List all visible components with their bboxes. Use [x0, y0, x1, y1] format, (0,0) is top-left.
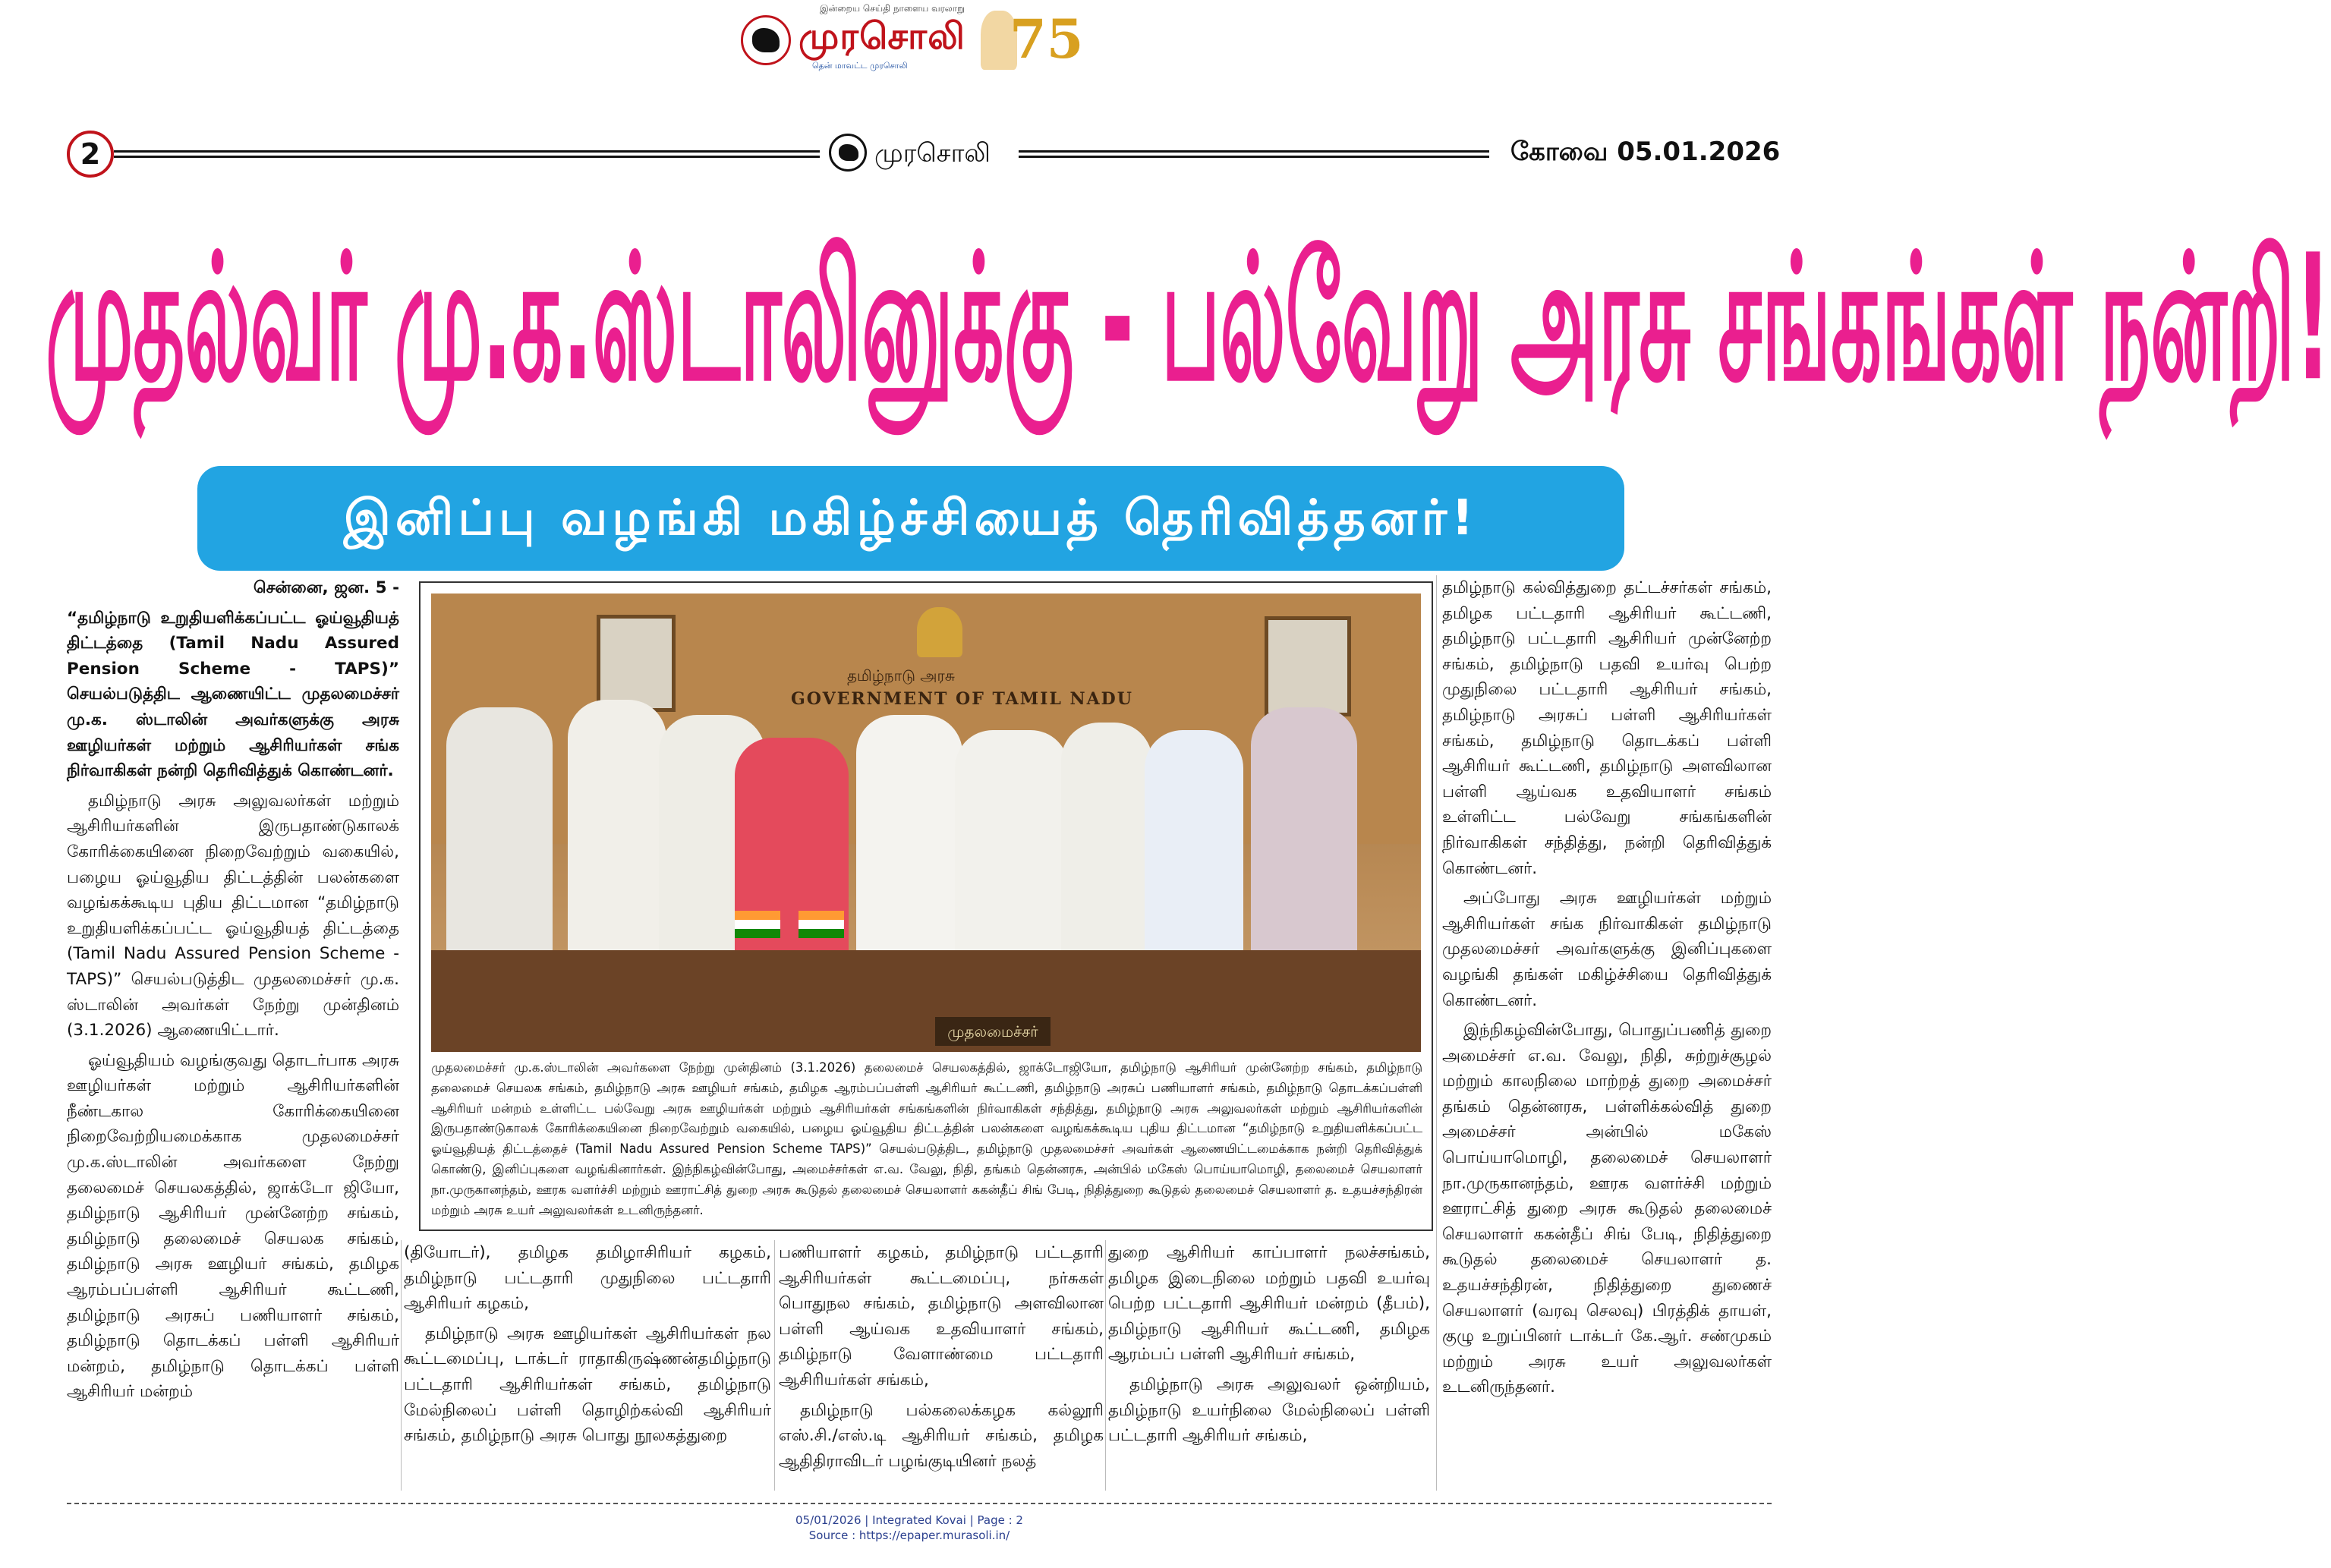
portrait-frame-right — [1265, 616, 1351, 716]
column-divider — [1436, 575, 1437, 1491]
photo-box — [419, 581, 1433, 1231]
subheadline-text: இனிப்பு வழங்கி மகிழ்ச்சியைத் தெரிவித்தனர்! — [343, 490, 1479, 546]
article-paragraph: அப்போது அரசு ஊழியர்கள் மற்றும் ஆசிரியர்கள் சங்க நிர்வாகிகள் தமிழ்நாடு முதலமைச்சர் அவர்களுக்கு இனிப்புகளை வழங்கி தங்கள் மகிழ்ச்சியை தெரிவித்துக் கொண்டனர். — [1442, 889, 1772, 1010]
footer-source: Source : https://epaper.murasoli.in/ — [808, 1529, 1010, 1542]
state-emblem-icon — [917, 607, 962, 657]
column-divider — [774, 1240, 775, 1491]
article-paragraph: தமிழ்நாடு கல்வித்துறை தட்டச்சர்கள் சங்கம், தமிழக பட்டதாரி ஆசிரியர் கூட்டணி, தமிழ்நாடு பட்டதாரி ஆசிரியர் முன்னேற்ற சங்கம், தமிழ்நாடு பதவி உயர்வு பெற்ற முதுநிலை பட்டதாரி ஆசிரியர் சங்கம், தமிழ்நாடு அரசுப் பள்ளி ஆசிரியர்கள் சங்கம், தமிழ்நாடு தொடக்கப் பள்ளி ஆசிரியர் கூட்டணி, தமிழ்நாடு அளவிலான பள்ளி ஆய்வக உதவியாளர் சங்கம் உள்ளிட்ட பல்வேறு சங்கங்களின் நிர்வாகிகள் சந்தித்து, நன்றி தெரிவித்துக் கொண்டனர். — [1442, 578, 1772, 878]
photo-placard-tamil: தமிழ்நாடு அரசு — [847, 666, 955, 685]
photo-nameplate: முதலமைச்சர் — [935, 1017, 1051, 1046]
photo-person — [856, 715, 962, 958]
photo-person — [446, 707, 553, 958]
column-divider — [401, 1240, 402, 1491]
portrait-frame-left — [597, 615, 676, 712]
photo-person — [1061, 723, 1152, 958]
masthead-tagline: இன்றைய செய்தி நாளைய வரலாறு — [820, 3, 965, 14]
news-photo — [431, 594, 1421, 1052]
page-number: 2 — [67, 131, 114, 178]
header-brand: முரசொலி — [874, 138, 991, 168]
edition-date: கோவை 05.01.2026 — [1510, 137, 1781, 167]
article-paragraph: தமிழ்நாடு பல்கலைக்கழக கல்லூரி எஸ்.சி./எஸ்.டி ஆசிரியர் சங்கம், தமிழக ஆதிதிராவிடர் பழங்குடியினர் நலத் — [779, 1400, 1104, 1471]
photo-person — [1145, 730, 1243, 958]
article-paragraph: தமிழ்நாடு அரசு அலுவலர் ஒன்றியம், தமிழ்நாடு உயர்நிலை மேல்நிலைப் பள்ளி பட்டதாரி ஆசிரியர் சங்கம், — [1108, 1374, 1430, 1446]
subheadline-banner — [197, 466, 1624, 571]
photo-person — [568, 700, 666, 958]
article-paragraph: தமிழ்நாடு அரசு அலுவலர்கள் மற்றும் ஆசிரியர்களின் இருபதாண்டுகாலக் கோரிக்கையினை நிறைவேற்றும் வகையில், பழைய ஓய்வூதிய திட்டத்தின் பலன்களை வழங்கக்கூடிய புதிய திட்டமான “தமிழ்நாடு உறுதியளிக்கப்பட்ட ஓய்வூதியத் திட்டத்தை (Tamil Nadu Assured Pension Scheme - TAPS)” செயல்படுத்திட முதலமைச்சர் மு.க. ஸ்டாலின் அவர்கள் நேற்று முன்தினம் (3.1.2026) ஆணையிட்டார். — [67, 791, 399, 1041]
photo-person — [955, 730, 1069, 958]
newspaper-logo: முரசொலி — [799, 15, 965, 58]
anniversary-mark: 75 — [1010, 8, 1084, 71]
article-paragraph: ஓய்வூதியம் வழங்குவது தொடர்பாக அரசு ஊழியர்கள் மற்றும் ஆசிரியர்களின் நீண்டகால கோரிக்கையினை நிறைவேற்றியமைக்காக முதலமைச்சர் மு.க.ஸ்டாலின் அவர்களை நேற்று தலைமைச் செயலகத்தில், ஜாக்டோ ஜியோ, தமிழ்நாடு ஆசிரியர் முன்னேற்ற சங்கம், தமிழ்நாடு தலைமைச் செயலக சங்கம், தமிழ்நாடு அரசு ஊழியர் சங்கம், தமிழக ஆரம்பப்பள்ளி ஆசிரியர் கூட்டணி, தமிழ்நாடு அரசுப் பணியாளர் சங்கம், தமிழ்நாடு தொடக்கப் பள்ளி ஆசிரியர் மன்றம், தமிழ்நாடு தொடக்கப் பள்ளி ஆசிரியர் மன்றம் — [67, 1050, 399, 1402]
article-lead: “தமிழ்நாடு உறுதியளிக்கப்பட்ட ஓய்வூதியத் திட்டத்தை (Tamil Nadu Assured Pension Scheme - TAPS)” செயல்படுத்திட ஆணையிட்ட முதலமைச்சர் மு.க. ஸ்டாலின் அவர்களுக்கு அரசு ஊழியர்கள் மற்றும் ஆசிரியர்கள் சங்க நிர்வாகிகள் நன்றி தெரிவித்துக் கொண்டனர். — [67, 608, 399, 781]
article-paragraph: (தியோடர்), தமிழக தமிழாசிரியர் கழகம், தமிழ்நாடு பட்டதாரி முதுநிலை பட்டதாரி ஆசிரியர் கழகம், — [404, 1243, 771, 1314]
logo-subtext: தென் மாவட்ட முரசொலி — [812, 61, 908, 71]
headline-text: முதல்வர் மு.க.ஸ்டாலினுக்கு - பல்வேறு அரசு சங்கங்கள் நன்றி! — [46, 216, 2331, 420]
headline — [46, 193, 2331, 443]
column-divider — [1105, 1240, 1106, 1491]
photo-person — [1251, 707, 1357, 958]
article-column-4 — [1108, 1240, 1430, 1453]
footer-edition-info: 05/01/2026 | Integrated Kovai | Page : 2 — [795, 1513, 1023, 1527]
article-paragraph: துறை ஆசிரியர் காப்பாளர் நலச்சங்கம், தமிழக இடைநிலை மற்றும் பதவி உயர்வு பெற்ற பட்டதாரி ஆசிரியர் மன்றம் (தீபம்), தமிழ்நாடு ஆசிரியர் கூட்டணி, தமிழக ஆரம்பப் பள்ளி ஆசிரியர் சங்கம், — [1108, 1243, 1430, 1365]
dateline: சென்னை, ஜன. 5 - — [253, 578, 399, 597]
article-column-3 — [779, 1240, 1104, 1478]
article-column-1 — [67, 575, 399, 1409]
flag-icon — [735, 911, 780, 938]
photo-caption: முதலமைச்சர் மு.க.ஸ்டாலின் அவர்களை நேற்று முன்தினம் (3.1.2026) தலைமைச் செயலகத்தில், ஜாக்டோஜியோ, தமிழ்நாடு ஆசிரியர் முன்னேற்ற சங்கம், தமிழ்நாடு தலைமைச் செயலக சங்கம், தமிழ்நாடு அரசு ஊழியர் சங்கம், தமிழக ஆரம்பப்பள்ளி ஆசிரியர் கூட்டணி, தமிழ்நாடு அரசுப் பணியாளர் சங்கம், தமிழ்நாடு தொடக்கப்பள்ளி ஆசிரியர் மன்றம் உள்ளிட்ட பல்வேறு அரசு ஊழியர்கள் மற்றும் ஆசிரியர்கள் சங்கங்களின் நிர்வாகிகள் சந்தித்து, தமிழ்நாடு அரசு அலுவலர்கள் மற்றும் ஆசிரியர்களின் இருபதாண்டுகாலக் கோரிக்கையினை நிறைவேற்றும் வகையில், பழைய ஓய்வூதிய திட்டத்தின் பலன்களை வழங்கக்கூடிய புதிய திட்டமான “தமிழ்நாடு உறுதியளிக்கப்பட்ட ஓய்வூதியத் திட்டத்தைச் (Tamil Nadu Assured Pension Scheme TAPS)” செயல்படுத்திட, தமிழ்நாடு முதலமைச்சர் அவர்கள் ஆணையிட்டமைக்காக நன்றி தெரிவித்துக் கொண்டு, இனிப்புகளை வழங்கினார்கள். இந்நிகழ்வின்போது, அமைச்சர்கள் எ.வ. வேலு, நிதி, தங்கம் தென்னரசு, அன்பில் மகேஸ் பொய்யாமொழி, தலைமைச் செயலாளர் நா.முருகானந்தம், ஊரக வளர்ச்சி மற்றும் ஊராட்சித் துறை அரசு கூடுதல் தலைமைச் செயலாளர் ககன்தீப் சிங் பேடி, நிதித்துறை கூடுதல் தலைமைச் செயலாளர் த. உதயச்சந்திரன் மற்றும் அரசு உயர் அலுவலர்கள் உடனிருந்தனர். — [431, 1060, 1423, 1217]
footer-divider — [67, 1503, 1772, 1504]
article-column-2 — [404, 1240, 771, 1453]
article-paragraph: இந்நிகழ்வின்போது, பொதுப்பணித் துறை அமைச்சர் எ.வ. வேலு, நிதி, சுற்றுச்சூழல் மற்றும் காலநிலை மாற்றத் துறை அமைச்சர் தங்கம் தென்னரசு, பள்ளிக்கல்வித் துறை அமைச்சர் அன்பில் மகேஸ் பொய்யாமொழி, தலைமைச் செயலாளர் நா.முருகானந்தம், ஊரக வளர்ச்சி மற்றும் ஊராட்சித் துறை அரசு கூடுதல் தலைமைச் செயலாளர் ககன்தீப் சிங் பேடி, நிதித்துறை கூடுதல் தலைமைச் செயலாளர் த. உதயச்சந்திரன், நிதித்துறை துணைச் செயலாளர் (வரவு செலவு) பிரத்திக் தாயள், குழு உறுப்பினர் டாக்டர் கே.ஆர். சண்முகம் மற்றும் அரசு உயர் அலுவலர்கள் உடனிருந்தனர். — [1442, 1021, 1772, 1397]
article-paragraph: தமிழ்நாடு அரசு ஊழியர்கள் ஆசிரியர்கள் நல கூட்டமைப்பு, டாக்டர் ராதாகிருஷ்ணன்தமிழ்நாடு பட்டதாரி ஆசிரியர்கள் சங்கம், தமிழ்நாடு மேல்நிலைப் பள்ளி தொழிற்கல்வி ஆசிரியர் சங்கம், தமிழ்நாடு அரசு பொது நூலகத்துறை — [404, 1324, 771, 1446]
article-paragraph: பணியாளர் கழகம், தமிழ்நாடு பட்டதாரி ஆசிரியர்கள் கூட்டமைப்பு, நர்சுகள் பொதுநல சங்கம், தமிழ்நாடு அளவிலான பள்ளி ஆய்வக உதவியாளர் சங்கம், தமிழ்நாடு வேளாண்மை பட்டதாரி ஆசிரியர்கள் சங்கம், — [779, 1243, 1104, 1390]
article-column-5 — [1442, 575, 1772, 1405]
photo-desk — [431, 950, 1421, 1052]
flag-icon — [799, 911, 844, 938]
photo-placard-english: GOVERNMENT OF TAMIL NADU — [791, 689, 1133, 709]
